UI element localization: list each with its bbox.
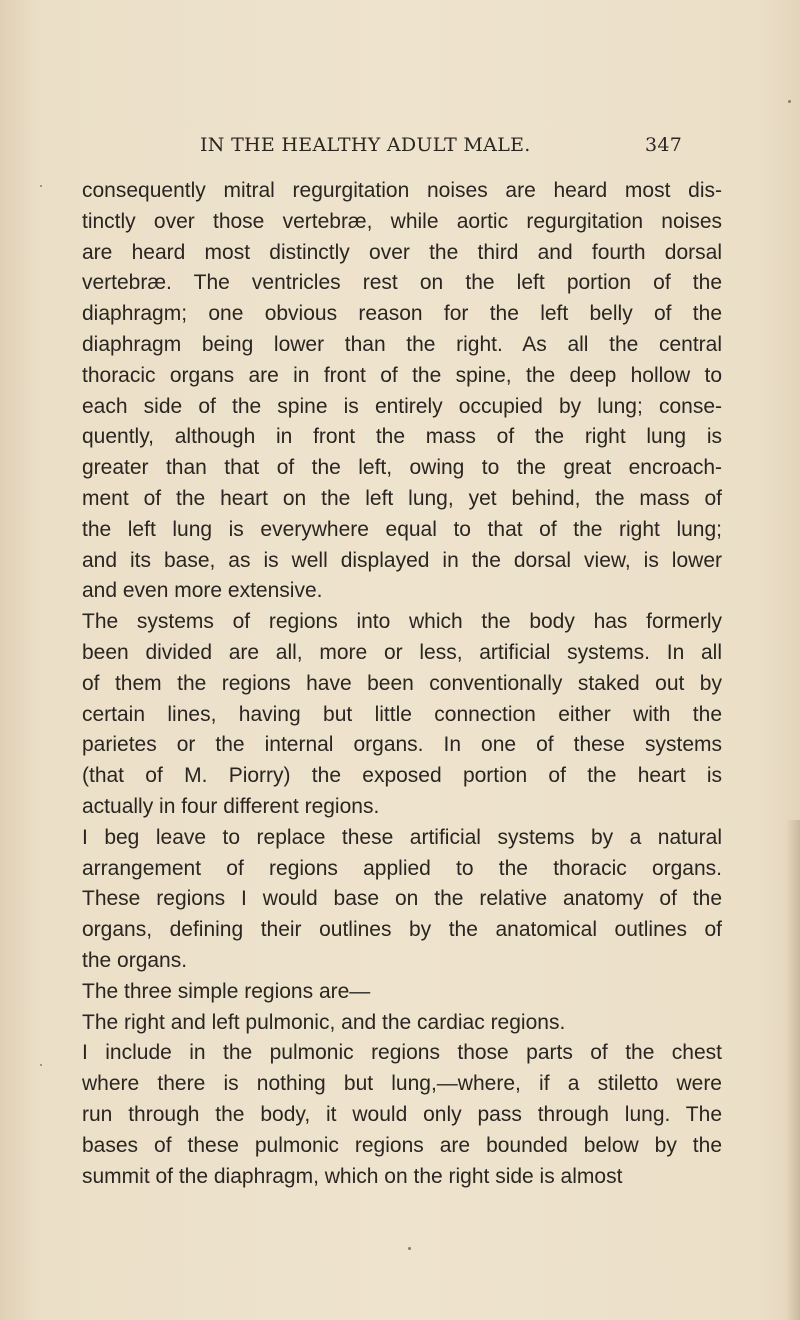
text-line: the organs. (82, 948, 188, 972)
text-line: of them the regions have been conventionally staked out by (82, 671, 722, 695)
paragraph (82, 823, 722, 977)
text-line: arrangement of regions applied to the thoracic organs. (82, 856, 722, 880)
page-edge-shadow (786, 820, 800, 1320)
paragraph (82, 1008, 722, 1039)
text-line: and even more extensive. (82, 579, 323, 603)
paragraph (82, 176, 722, 607)
running-head-title: IN THE HEALTHY ADULT MALE. (200, 134, 531, 156)
text-line: are heard most distinctly over the third and fourth dorsal (82, 240, 722, 264)
body-text (82, 176, 722, 1192)
text-line: the left lung is everywhere equal to that of the right lung; (82, 517, 722, 541)
text-line: actually in four different regions. (82, 794, 380, 818)
text-line: vertebræ. The ventricles rest on the left portion of the (82, 271, 722, 295)
paper-speck (40, 1064, 42, 1066)
page-number: 347 (645, 134, 683, 156)
paragraph (82, 977, 722, 1008)
text-line: thoracic organs are in front of the spine, the deep hollow to (82, 363, 722, 387)
text-line: The systems of regions into which the body has formerly (82, 610, 722, 634)
running-head (0, 134, 800, 164)
text-line: The right and left pulmonic, and the cardiac regions. (82, 1010, 566, 1034)
text-line: consequently mitral regurgitation noises are heard most dis- (82, 179, 722, 202)
text-line: run through the body, it would only pass through lung. The (82, 1102, 722, 1126)
text-line: diaphragm; one obvious reason for the left belly of the (82, 302, 722, 326)
text-line: tinctly over those vertebræ, while aortic regurgitation noises (82, 209, 722, 233)
text-line: ment of the heart on the left lung, yet behind, the mass of (82, 486, 722, 510)
text-line: parietes or the internal organs. In one of these systems (82, 733, 722, 757)
text-line: greater than that of the left, owing to the great encroach- (82, 456, 722, 480)
text-line: I include in the pulmonic regions those parts of the chest (82, 1041, 722, 1065)
paper-speck (788, 100, 791, 103)
text-line: quently, although in front the mass of the right lung is (82, 425, 722, 449)
text-line: certain lines, having but little connection either with the (82, 702, 722, 726)
text-line: where there is nothing but lung,—where, if a stiletto were (82, 1072, 722, 1096)
paper-speck (408, 1247, 411, 1250)
text-line: organs, defining their outlines by the anatomical outlines of (82, 918, 722, 942)
text-line: These regions I would base on the relative anatomy of the (82, 887, 722, 911)
text-line: and its base, as is well displayed in the dorsal view, is lower (82, 548, 722, 572)
paper-speck (40, 185, 42, 187)
paragraph (82, 607, 722, 823)
paragraph (82, 1038, 722, 1192)
text-line: I beg leave to replace these artificial systems by a natural (82, 825, 722, 849)
text-line: each side of the spine is entirely occupied by lung; conse- (82, 394, 722, 418)
text-line: been divided are all, more or less, artificial systems. In all (82, 640, 722, 664)
text-line: summit of the diaphragm, which on the right side is almost (82, 1164, 623, 1188)
text-line: bases of these pulmonic regions are bounded below by the (82, 1133, 722, 1157)
text-line: The three simple regions are— (82, 979, 371, 1003)
text-line: (that of M. Piorry) the exposed portion of the heart is (82, 764, 722, 788)
text-line: diaphragm being lower than the right. As all the central (82, 332, 722, 356)
